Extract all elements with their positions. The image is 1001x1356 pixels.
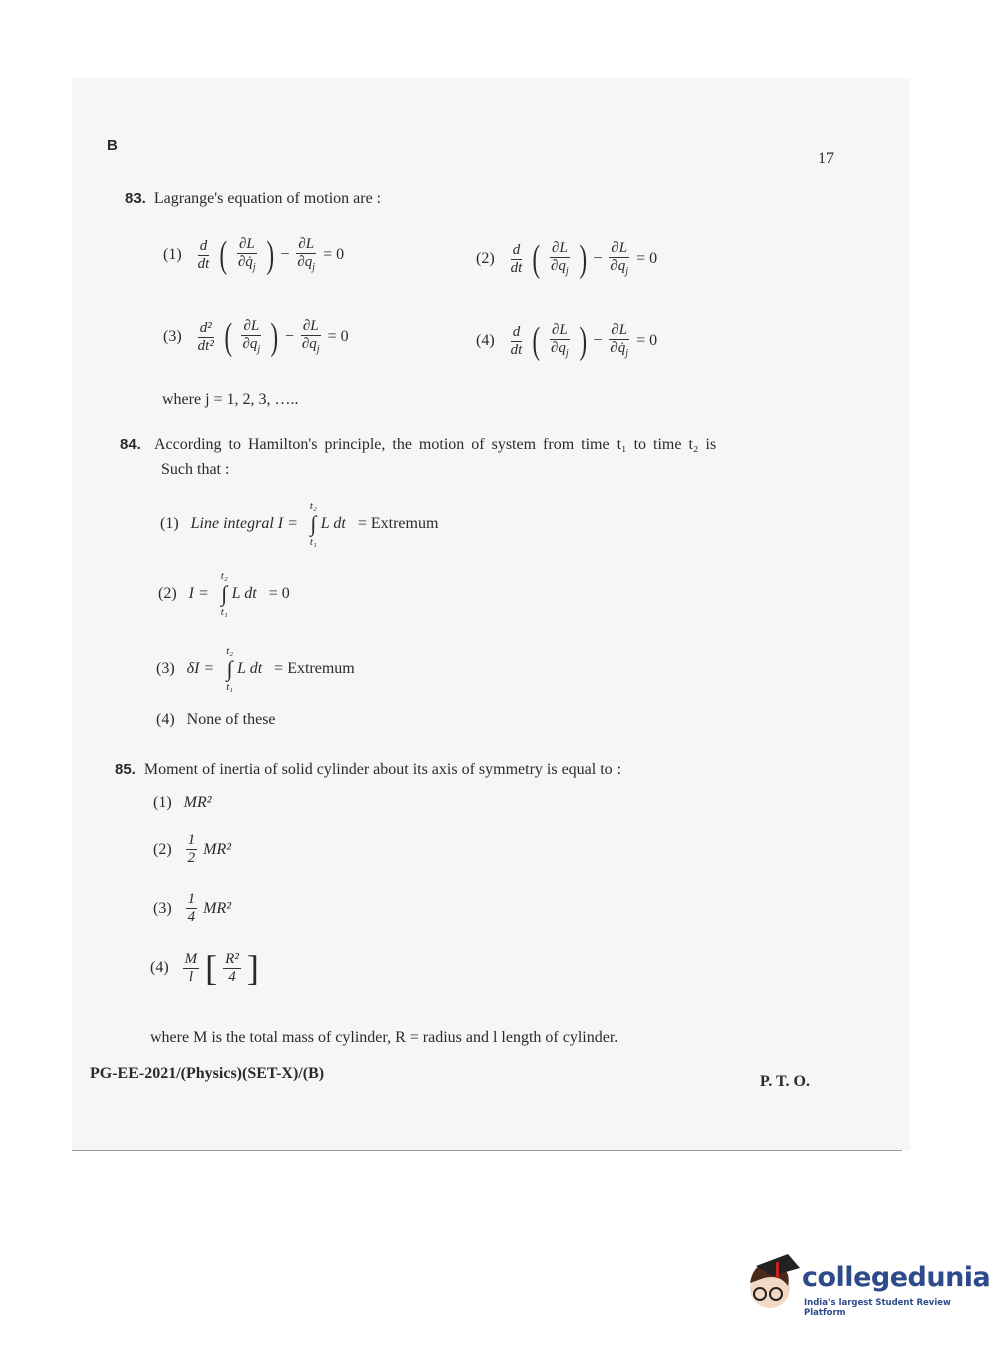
q85-option-3[interactable] — [153, 892, 231, 925]
lower-limit: t₁ — [226, 681, 234, 694]
inner-partial-den: ∂q — [242, 336, 258, 352]
derivative-den: dt — [510, 259, 523, 276]
integrand: L dt — [231, 585, 257, 603]
integrand: L dt — [237, 660, 263, 678]
outer-partial-den: ∂q — [301, 336, 317, 352]
derivative-num: d — [512, 323, 521, 340]
rhs: = 0 — [636, 332, 658, 349]
derivative — [509, 325, 525, 358]
option-label: (1) — [163, 246, 182, 263]
coefficient — [186, 892, 198, 925]
left-paren: ( — [532, 320, 541, 362]
inner-partial-num: ∂L — [238, 236, 255, 252]
option-label: (3) — [153, 899, 172, 917]
upper-limit: t₂ — [226, 645, 234, 657]
page-edge-line — [72, 1150, 902, 1151]
bracket-fraction-num: R² — [225, 950, 239, 967]
question-84: 84. According to Hamilton's principle, the motion of system from time t₁ to time t₂ is — [120, 436, 717, 453]
right-paren: ) — [266, 234, 274, 276]
set-label: B — [107, 137, 118, 154]
coefficient-num: M — [184, 950, 198, 967]
right-paren: ) — [579, 320, 587, 362]
q84-option-2[interactable] — [158, 570, 290, 618]
rhs: = 0 — [323, 246, 345, 263]
lower-limit: t₁ — [220, 606, 228, 619]
left-paren: ( — [532, 238, 541, 280]
mascot-icon — [742, 1248, 802, 1323]
inner-partial-den: ∂q̇ — [237, 254, 253, 270]
option-label: (3) — [163, 328, 182, 345]
q83-note: where j = 1, 2, 3, ….. — [162, 391, 299, 408]
inner-partial — [240, 319, 262, 355]
option-text: None of these — [186, 711, 276, 728]
inner-partial-den: ∂q — [550, 340, 566, 356]
inner-partial-num: ∂L — [551, 240, 568, 256]
logo-wordmark: collegedunia — [802, 1262, 991, 1293]
expression: MR² — [183, 794, 212, 811]
inner-partial — [549, 241, 571, 277]
q85-option-4[interactable]: (4) $\frac{M}{l}$ [ $\frac{\text{R²}}{4}$ ] — [150, 948, 259, 988]
upper-limit: t₂ — [220, 570, 228, 582]
coefficient-den: 2 — [187, 850, 196, 866]
right-paren: ) — [579, 238, 587, 280]
option-label: (4) — [150, 959, 169, 976]
expression: MR² — [203, 899, 232, 917]
coefficient-num: 1 — [187, 832, 196, 848]
option-label: (4) — [156, 711, 175, 728]
q84-such-that: Such that : — [161, 461, 230, 478]
outer-partial-num: ∂L — [611, 240, 628, 256]
outer-partial-num: ∂L — [298, 236, 315, 252]
footer-code: PG-EE-2021/(Physics)(SET-X)/(B) — [90, 1065, 325, 1082]
derivative — [509, 243, 525, 276]
right-paren: ) — [270, 316, 279, 358]
expression: MR² — [203, 840, 232, 858]
outer-partial-sub: j — [625, 266, 629, 277]
derivative — [196, 239, 212, 272]
rhs: = 0 — [327, 328, 349, 345]
left-paren: ( — [224, 316, 232, 358]
outer-partial-den: ∂q — [610, 258, 626, 274]
q84-option-3[interactable] — [156, 645, 355, 693]
inner-partial-sub: j — [565, 348, 569, 359]
rhs: = 0 — [268, 585, 290, 603]
option-label: (3) — [156, 660, 175, 678]
inner-partial — [549, 323, 571, 359]
option-label: (1) — [153, 794, 172, 811]
footer-pto: P. T. O. — [760, 1073, 810, 1090]
option-label: (2) — [153, 840, 172, 858]
integral-sign-icon: ∫ — [310, 511, 317, 537]
q83-option-4[interactable]: (4) $\frac{d}{dt}$ ( $\frac{\partial L}{\partial q_j}$ ) − $\frac{\partial L}{\partial q̇_j}$ = 0 — [476, 320, 658, 362]
collegedunia-logo — [742, 1248, 991, 1323]
inner-partial-num: ∂L — [243, 318, 260, 334]
coefficient-den: l — [188, 968, 193, 985]
coefficient-den: 4 — [187, 909, 196, 925]
outer-partial-num: ∂L — [302, 318, 319, 334]
derivative-den: dt² — [197, 337, 214, 354]
coefficient — [186, 833, 198, 866]
q83-option-2[interactable]: (2) $\frac{d}{dt}$ ( $\frac{\partial L}{\partial q_j}$ ) − $\frac{\partial L}{\partial q_j}$ = 0 — [476, 238, 658, 280]
rhs: = Extremum — [274, 660, 355, 678]
bracket-fraction — [223, 952, 241, 985]
q85-option-2[interactable] — [153, 833, 231, 866]
inner-partial-num: ∂L — [551, 322, 568, 338]
derivative-num: d — [512, 241, 521, 258]
outer-partial-den: ∂q — [297, 254, 313, 270]
coefficient-num: 1 — [187, 891, 196, 907]
option-label: (2) — [476, 250, 495, 267]
q85-note: where M is the total mass of cylinder, R = radius and l length of cylinder. — [150, 1029, 619, 1046]
bracket-fraction-den: 4 — [228, 968, 236, 985]
outer-partial-num: ∂L — [611, 322, 628, 338]
lhs: δI = — [186, 660, 215, 678]
inner-partial-sub: j — [252, 262, 256, 273]
outer-partial — [300, 319, 322, 355]
coefficient — [183, 952, 200, 985]
q85-option-1[interactable] — [153, 795, 212, 811]
integrand: L dt — [320, 515, 346, 533]
outer-partial-sub: j — [312, 262, 316, 273]
lhs: Line integral I = — [190, 515, 298, 533]
outer-partial-den: ∂q̇ — [610, 340, 626, 356]
option-label: (2) — [158, 585, 177, 603]
q84-option-4[interactable] — [156, 712, 276, 728]
integral-sign-icon: ∫ — [221, 581, 228, 607]
inner-partial-sub: j — [565, 266, 569, 277]
question-85: 85. Moment of inertia of solid cylinder about its axis of symmetry is equal to : — [115, 761, 622, 778]
integral-sign-icon: ∫ — [226, 656, 233, 682]
lhs: I = — [188, 585, 209, 603]
inner-partial — [236, 237, 258, 273]
derivative-num: d² — [199, 319, 212, 336]
question-83: 83. Lagrange's equation of motion are : — [125, 190, 382, 207]
upper-limit: t₂ — [309, 500, 317, 512]
derivative — [196, 321, 216, 354]
derivative-den: dt — [510, 341, 523, 358]
left-paren: ( — [219, 234, 228, 276]
derivative-num: d — [199, 237, 208, 254]
rhs: = 0 — [636, 250, 658, 267]
q84-option-1[interactable] — [160, 500, 438, 548]
q83-option-1[interactable]: (1) $\frac{d}{dt}$ ( $\frac{\partial L}{\partial q̇_j}$ ) − $\frac{\partial L}{\partial q_j}$ = 0 — [163, 234, 345, 276]
derivative-den: dt — [197, 255, 210, 272]
outer-partial-sub: j — [316, 344, 320, 355]
inner-partial-den: ∂q — [550, 258, 566, 274]
outer-partial — [295, 237, 317, 273]
option-label: (1) — [160, 515, 179, 533]
inner-partial-sub: j — [257, 344, 261, 355]
lower-limit: t₁ — [309, 536, 317, 549]
q83-option-3[interactable]: (3) $\frac{\text{d²}}{\text{dt²}}$ ( $\frac{\partial L}{\partial q_j}$ ) − $\frac{\partial L}{\partial q_j}$ = 0 — [163, 316, 349, 358]
outer-partial-sub: j — [625, 348, 629, 359]
outer-partial — [608, 241, 630, 277]
rhs: = Extremum — [357, 515, 439, 533]
logo-tagline: India's largest Student Review Platform — [804, 1298, 951, 1318]
outer-partial — [608, 323, 630, 359]
integral — [310, 500, 317, 548]
integral — [221, 570, 228, 618]
option-label: (4) — [476, 332, 495, 349]
integral — [226, 645, 233, 693]
page-number: 17 — [818, 150, 834, 167]
